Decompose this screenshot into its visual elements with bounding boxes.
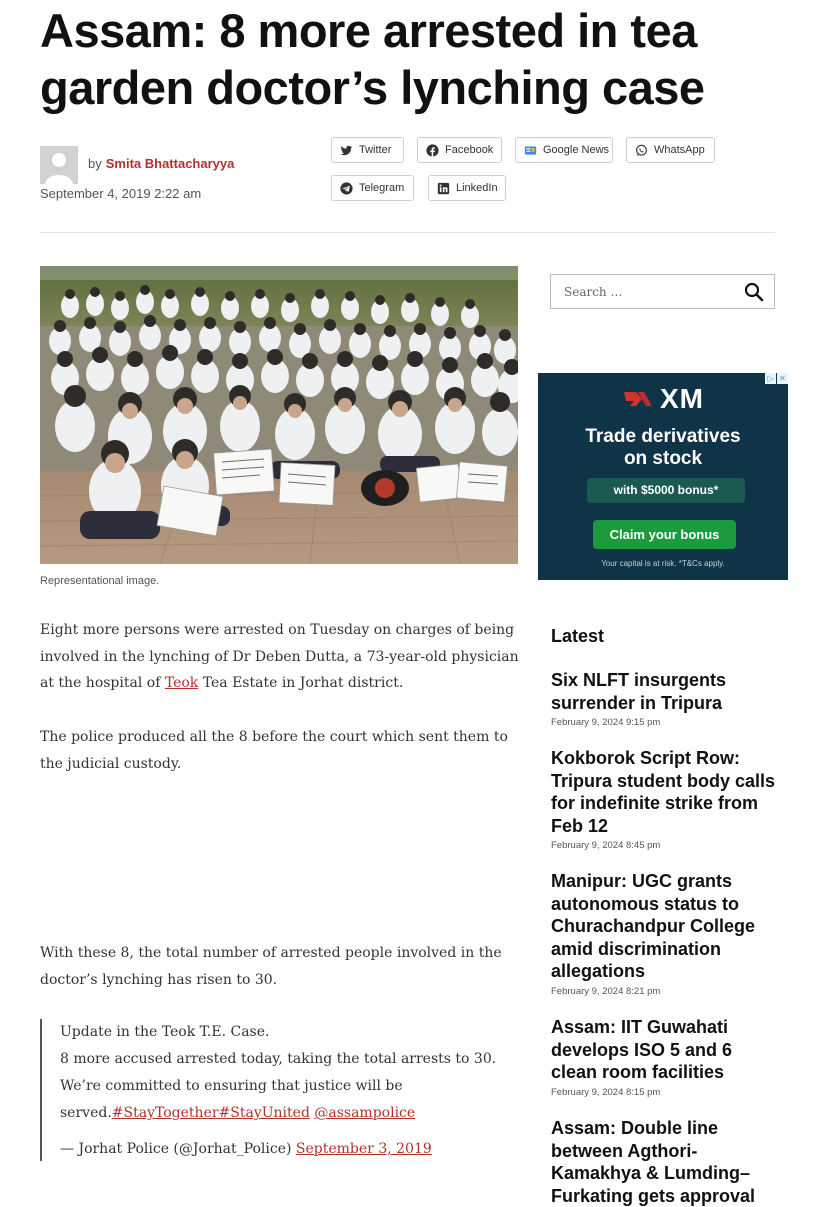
latest-item-title[interactable]: Assam: Double line between Agthori-Kamakhya & Lumding–Furkating gets approval [551,1118,756,1206]
linkedin-icon [437,182,450,195]
google-news-icon [524,144,537,157]
latest-heading: Latest [551,626,605,646]
quote-line-1: Update in the Teok T.E. Case. [60,1024,270,1040]
quote-body [60,1046,516,1127]
latest-item [551,1016,781,1098]
assampolice-mention-link[interactable]: @assampolice [314,1105,416,1121]
facebook-icon [426,144,439,157]
share-google-news-button[interactable] [515,137,613,163]
latest-item [551,870,781,997]
ad-claim-button[interactable]: Claim your bonus [593,520,736,549]
latest-item-date: February 9, 2024 8:45 pm [551,840,661,851]
search-input[interactable] [562,284,744,300]
byline [88,156,234,171]
telegram-icon [340,182,353,195]
embedded-tweet-quote [40,1019,516,1161]
ad-headline-line-2: on stock [623,448,703,469]
share-label: WhatsApp [654,144,705,156]
search-icon[interactable] [744,282,764,302]
share-label: Telegram [359,182,405,194]
article-title: Assam: 8 more arrested in tea garden doctor’s lynching case [40,4,705,114]
latest-item-title[interactable]: Six NLFT insurgents surrender in Tripura [551,670,727,713]
paragraph-text: Eight more persons were arrested on Tuesday on charges of being involved in the lynching of Dr Deben Dutta, a 73-year-old physician at the hospital of [40,622,519,691]
publish-date: September 4, 2019 2:22 am [40,186,202,201]
share-linkedin-button[interactable] [428,175,506,201]
latest-item [551,669,781,728]
ad-brand: XM [660,383,704,414]
ad-close-icon: ✕ [777,373,788,384]
whatsapp-icon [635,144,648,157]
ad-disclaimer: Your capital is at risk. *T&Cs apply. [601,559,725,568]
tweet-date-link[interactable]: September 3, 2019 [295,1141,432,1157]
latest-item [551,1117,781,1207]
protest-photo-illustration [40,266,518,564]
search-box [550,274,775,309]
quote-line-2: 8 more accused arrested today, taking the total arrests to 30. We’re committed to ensuring that justice will be served. [60,1051,497,1121]
xm-logo-icon [622,388,656,410]
share-whatsapp-button[interactable] [626,137,715,163]
latest-item-date: February 9, 2024 8:21 pm [551,985,661,997]
avatar-placeholder-icon [40,146,78,184]
share-label: Facebook [445,144,494,156]
attribution-text: — Jorhat Police (@Jorhat_Police) [60,1141,292,1157]
share-telegram-button[interactable] [331,175,414,201]
latest-item-date: February 9, 2024 8:15 pm [551,1086,661,1098]
featured-image [40,266,518,564]
quote-attribution [60,1136,516,1163]
ad-brand-logo [538,383,788,415]
byline-prefix: by [88,156,102,171]
author-link[interactable]: Smita Bhattacharyya [105,156,235,171]
ad-bonus-badge: with $5000 bonus* [587,478,745,503]
latest-item-title[interactable]: Manipur: UGC grants autonomous status to Churachandpur College amid discrimination allegations [551,871,756,981]
share-label: Google News [543,144,610,156]
author-avatar[interactable] [40,146,78,184]
twitter-icon [340,144,353,157]
share-facebook-button[interactable] [417,137,502,163]
latest-item-date: February 9, 2024 9:15 pm [551,717,661,728]
share-label: LinkedIn [456,182,498,194]
share-label: Twitter [359,144,392,156]
latest-item-title[interactable]: Kokborok Script Row: Tripura student body calls for indefinite strike from Feb 12 [551,748,776,836]
article-paragraph-2: The police produced all the 8 before the court which sent them to the judicial custody. [40,729,508,772]
ad-headline-line-1: Trade derivatives [585,426,741,447]
sidebar-advertisement[interactable] [538,373,788,580]
ad-headline [538,426,788,470]
paragraph-text: Tea Estate in Jorhat district. [198,675,404,691]
header-divider [40,232,775,233]
latest-item-title[interactable]: Assam: IIT Guwahati develops ISO 5 and 6 clean room facilities [551,1017,733,1082]
ad-info-icon: ▷ [765,373,776,384]
latest-item [551,747,781,851]
teok-link[interactable]: Teok [164,675,199,691]
article-paragraph-1 [40,617,520,697]
hashtags-link[interactable]: #StayTogether#StayUnited [111,1105,310,1121]
share-twitter-button[interactable] [331,137,404,163]
article-paragraph-3: With these 8, the total number of arrested people involved in the doctor’s lynching has risen to 30. [40,945,502,988]
image-caption: Representational image. [40,575,160,587]
